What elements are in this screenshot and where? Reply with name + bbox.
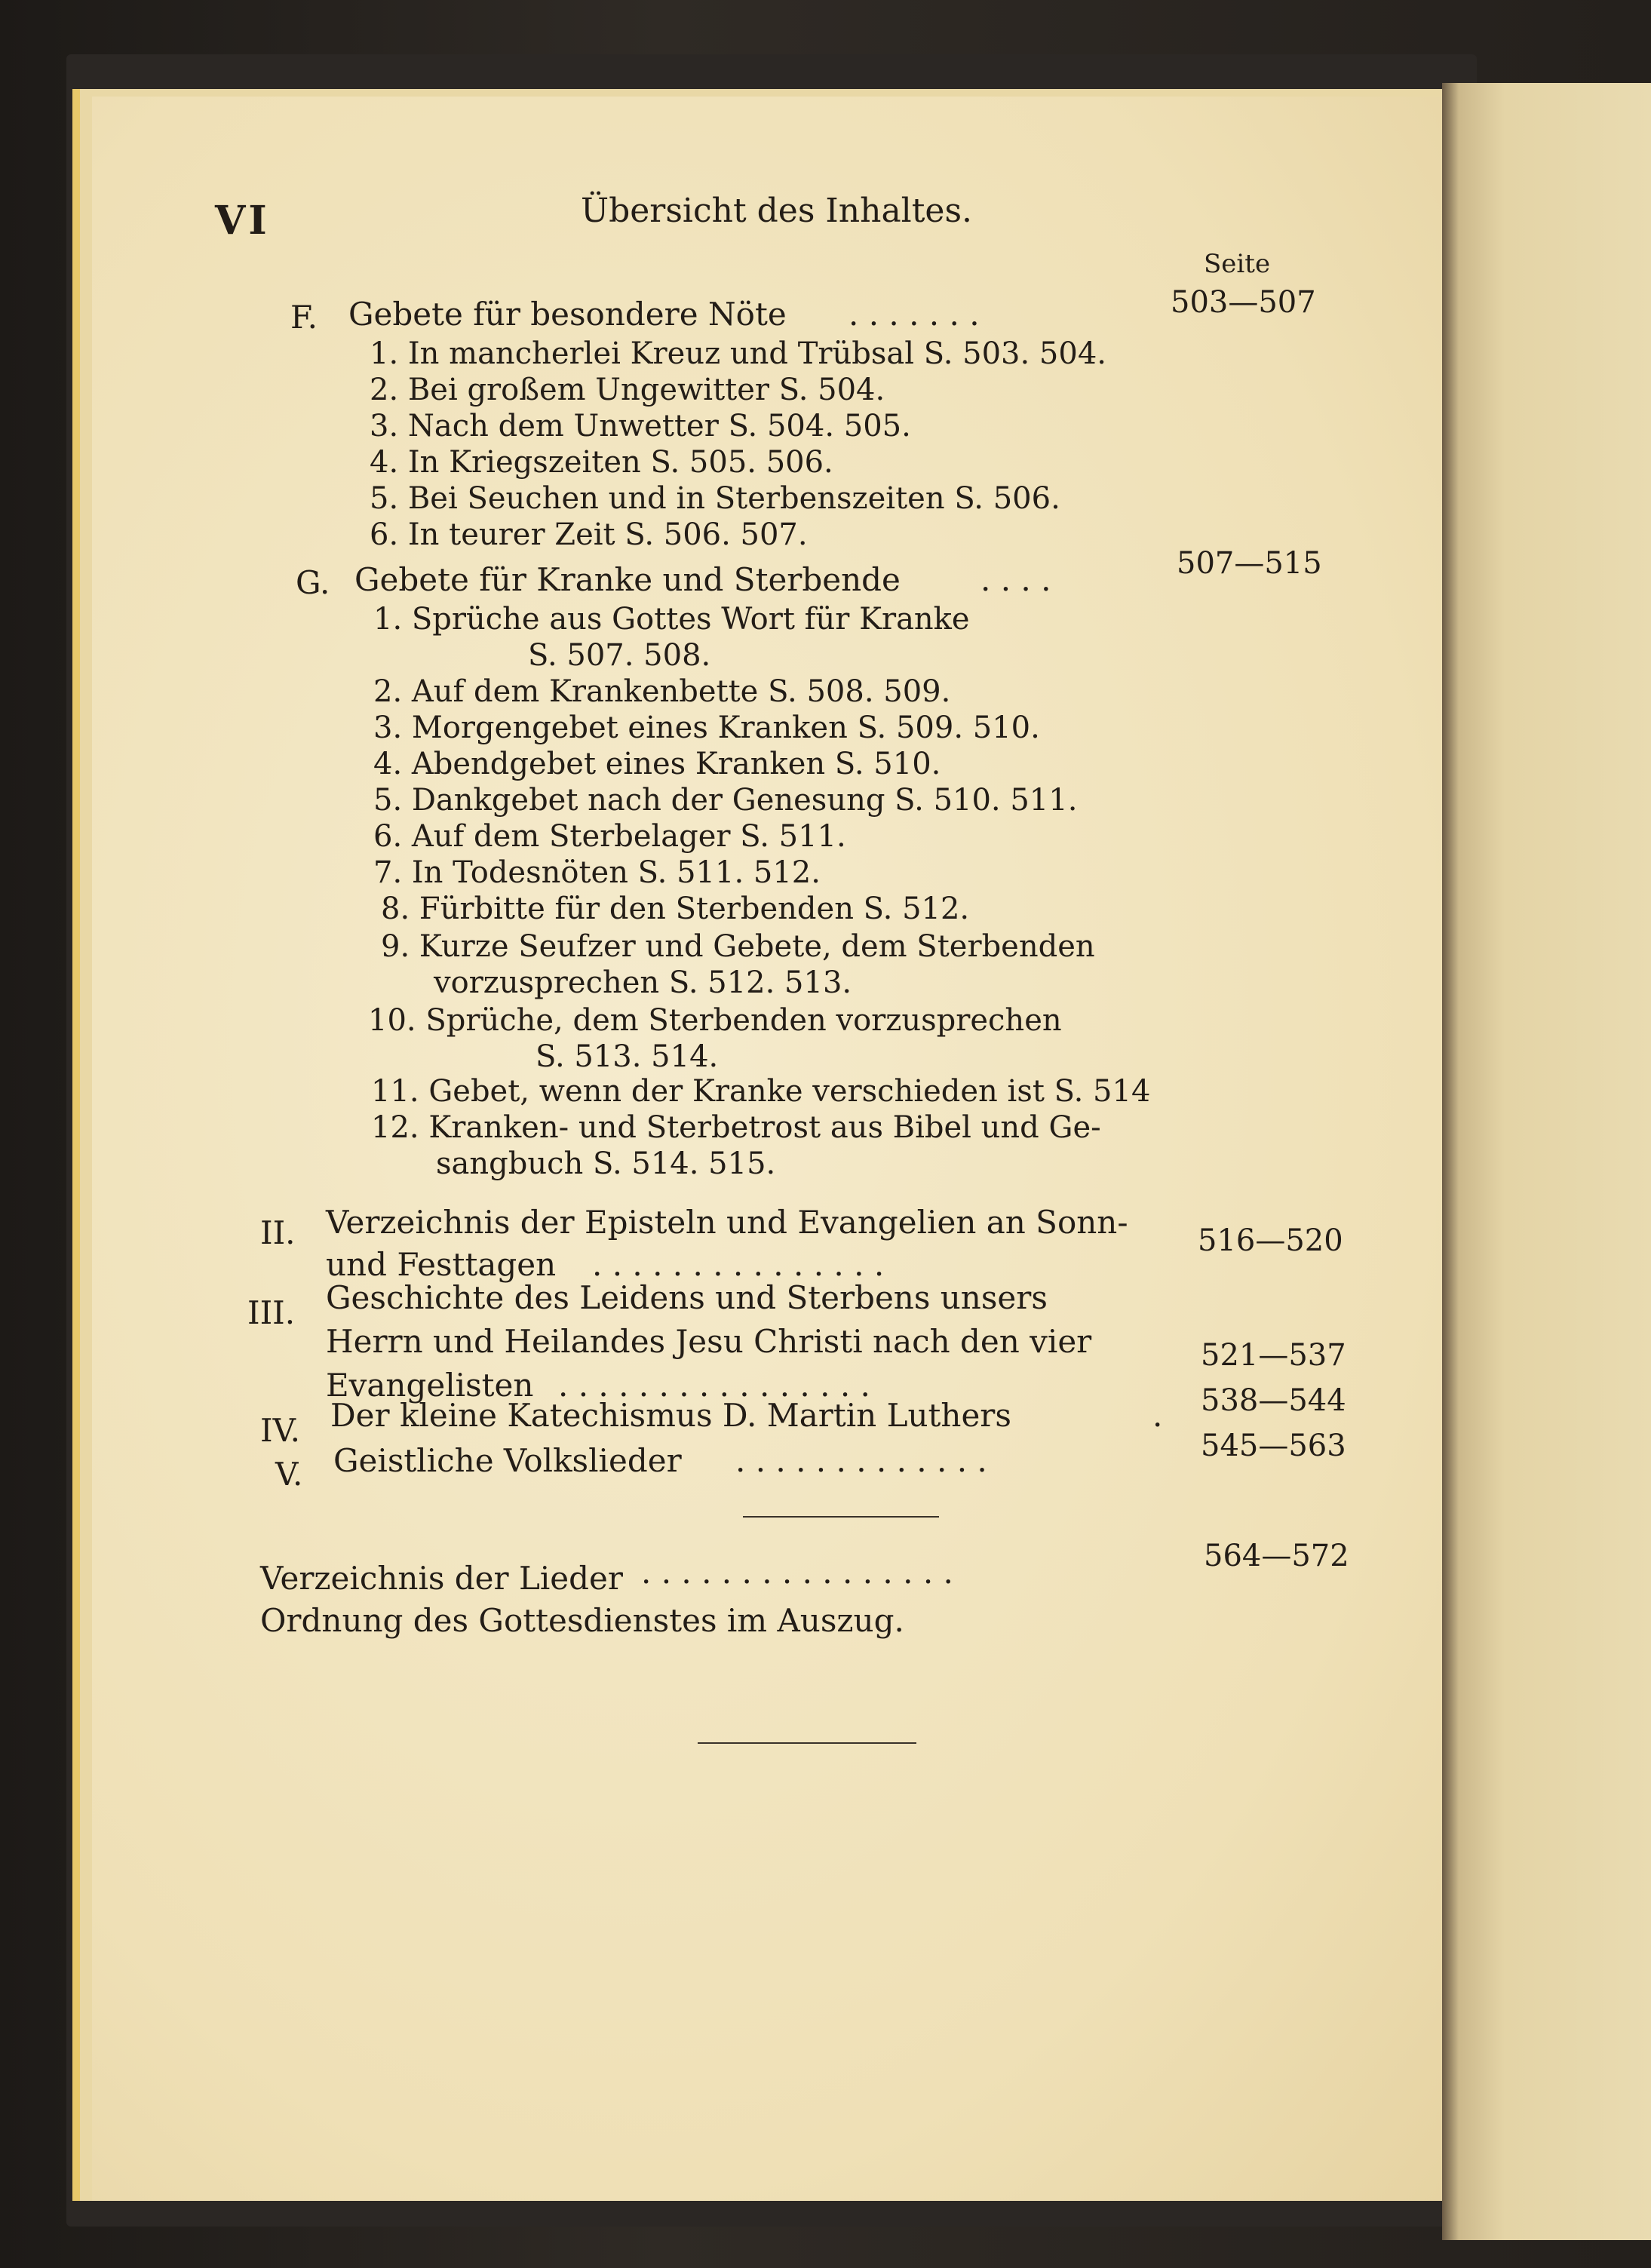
- toc-item: 5. Bei Seuchen und in Sterbenszeiten S. 506.: [370, 481, 1060, 516]
- dot-leader: . . . . . . .: [849, 296, 980, 333]
- toc-item-continued: vorzusprechen S. 512. 513.: [434, 965, 852, 1000]
- section-f-pages: 503—507: [1171, 285, 1316, 320]
- part-pages: 521—537: [1201, 1338, 1346, 1373]
- facing-page: [1442, 83, 1651, 2240]
- toc-item: 3. Morgengebet eines Kranken S. 509. 510.: [373, 710, 1040, 745]
- part-label: IV.: [260, 1412, 300, 1449]
- toc-item-continued: S. 513. 514.: [536, 1039, 719, 1074]
- section-f-label: F.: [290, 299, 318, 336]
- toc-item: 10. Sprüche, dem Sterbenden vorzusprechen: [368, 1003, 1062, 1038]
- part-title: Geschichte des Leidens und Sterbens unsers: [326, 1279, 1048, 1316]
- section-g-pages: 507—515: [1177, 546, 1322, 581]
- dot-leader: . . . .: [980, 561, 1051, 598]
- page-number: VI: [215, 198, 270, 244]
- toc-item: 4. In Kriegszeiten S. 505. 506.: [370, 445, 833, 480]
- toc-item: 1. In mancherlei Kreuz und Trübsal S. 503. 504.: [370, 336, 1106, 371]
- dot-leader: . . . . . . . . . . . . .: [735, 1442, 987, 1479]
- part-title: Verzeichnis der Episteln und Evangelien an Sonn-: [326, 1204, 1128, 1241]
- toc-item: 1. Sprüche aus Gottes Wort für Kranke: [373, 602, 970, 637]
- toc-item: 2. Bei großem Ungewitter S. 504.: [370, 373, 885, 407]
- section-f-title: Gebete für besondere Nöte: [348, 296, 787, 333]
- toc-item-continued: sangbuch S. 514. 515.: [436, 1146, 776, 1181]
- divider: [743, 1516, 939, 1518]
- part-pages: 538—544: [1201, 1383, 1346, 1418]
- section-g-label: G.: [296, 564, 330, 601]
- dot-leader: . . . . . . . . . . . . . . . .: [641, 1554, 953, 1591]
- toc-item: 8. Fürbitte für den Sterbenden S. 512.: [381, 892, 970, 926]
- part-pages: 516—520: [1198, 1223, 1343, 1258]
- toc-item: 12. Kranken- und Sterbetrost aus Bibel und Ge-: [371, 1110, 1101, 1145]
- part-title-continued: Evangelisten: [326, 1367, 534, 1404]
- toc-item: 6. In teurer Zeit S. 506. 507.: [370, 517, 808, 552]
- dot-leader: . . . . . . . . . . . . . . .: [592, 1246, 885, 1283]
- appendix-entry: Ordnung des Gottesdienstes im Auszug.: [260, 1602, 904, 1639]
- toc-item: 11. Gebet, wenn der Kranke verschieden ist S. 514: [371, 1074, 1151, 1109]
- dot-leader: .: [1152, 1397, 1163, 1434]
- toc-item: 3. Nach dem Unwetter S. 504. 505.: [370, 409, 911, 443]
- part-title-continued: und Festtagen: [326, 1246, 557, 1283]
- part-label: III.: [247, 1294, 296, 1331]
- dot-leader: . . . . . . . . . . . . . . . .: [558, 1367, 870, 1404]
- section-g-title: Gebete für Kranke und Sterbende: [354, 561, 901, 598]
- part-label: V.: [275, 1456, 303, 1493]
- appendix-entry: Verzeichnis der Lieder: [260, 1560, 623, 1597]
- appendix-pages: 564—572: [1204, 1539, 1349, 1573]
- running-title: Übersicht des Inhaltes.: [581, 192, 973, 230]
- part-pages: 545—563: [1201, 1429, 1346, 1463]
- toc-item-continued: S. 507. 508.: [528, 638, 711, 673]
- part-title: Geistliche Volkslieder: [333, 1442, 682, 1479]
- toc-item: 5. Dankgebet nach der Genesung S. 510. 511.: [373, 783, 1078, 818]
- toc-item: 6. Auf dem Sterbelager S. 511.: [373, 819, 846, 854]
- part-label: II.: [260, 1214, 296, 1251]
- toc-item: 7. In Todesnöten S. 511. 512.: [373, 855, 821, 890]
- page-column-label: Seite: [1204, 249, 1271, 279]
- toc-item: 9. Kurze Seufzer und Gebete, dem Sterbenden: [381, 929, 1095, 964]
- part-title-continued: Herrn und Heilandes Jesu Christi nach den vier: [326, 1323, 1092, 1360]
- divider: [698, 1742, 916, 1744]
- part-title: Der kleine Katechismus D. Martin Luthers: [330, 1397, 1011, 1434]
- toc-item: 2. Auf dem Krankenbette S. 508. 509.: [373, 674, 951, 709]
- toc-item: 4. Abendgebet eines Kranken S. 510.: [373, 747, 941, 781]
